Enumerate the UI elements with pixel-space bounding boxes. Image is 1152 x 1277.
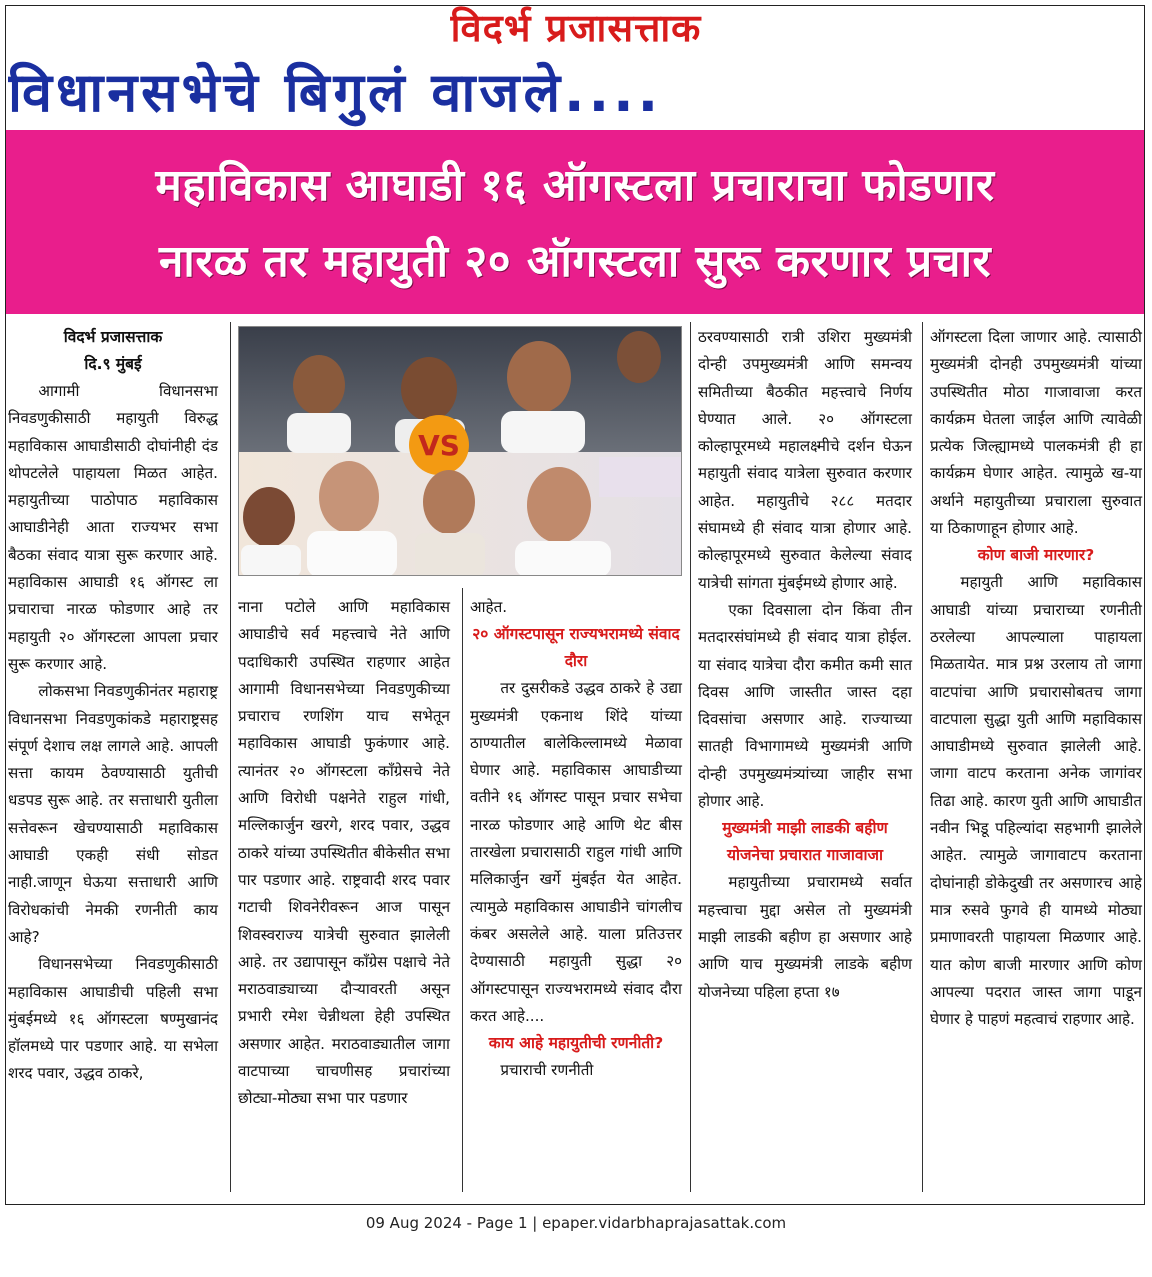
headline-line-2: नारळ तर महायुती २० ऑगस्टला सुरू करणार प्रचार (159, 236, 991, 287)
article-paragraph: लोकसभा निवडणुकीनंतर महाराष्ट्र विधानसभा निवडणुकांकडे महाराष्ट्रसह संपूर्ण देशाच लक्ष लागले आहे. आपली सत्ता कायम ठेवण्यासाठी युतीची धडपड सुरू आहे. तर सत्ताधारी युतीला सत्तेवरून खेचण्यासाठी महाविकास आघाडी एकही संधी सोडत नाही.जाणून घेऊया सत्ताधारी आणि विरोधकांची नेमकी रणनीती काय आहे? (8, 682, 218, 946)
column-rule (230, 322, 231, 1192)
column-rule (462, 588, 463, 1192)
article-paragraph: नाना पटोले आणि महाविकास आघाडीचे सर्व महत्त्वाचे नेते आणि पदाधिकारी उपस्थित राहणार आहेत आगामी विधानसभेच्या निवडणुकीच्या प्रचाराच रणशिंग याच सभेतून महाविकास आघाडी फुकंणार आहे. त्यानंतर २० ऑगस्टला काँग्रेसचे नेते आणि विरोधी पक्षनेते राहुल गांधी, मल्लिकार्जुन खरगे, शरद पवार, उद्धव ठाकरे यांच्या उपस्थितीत बीकेसीत सभा पार पडणार आहे. राष्ट्रवादी शरद पवार गटाची शिवनेरीवरून आज पासून शिवस्वराज्य यात्रेची सुरुवात झालेली आहे. तर उद्यापासून काँग्रेस पक्षाचे नेते मराठवाड्याच्या दौऱ्यावरती असून प्रभारी रमेश चेन्नीथला हेही उपस्थित असणार आहेत. मराठवाड्यातील जागा वाटपाच्या चाचणीसह प्रचारांच्या छोट्या-मोठ्या सभा पार पडणार (238, 598, 450, 1108)
article-column-5 (930, 324, 1142, 1033)
headline-line-1: महाविकास आघाडी १६ ऑगस्टला प्रचाराचा फोडणार (155, 160, 995, 211)
masthead: विदर्भ प्रजासत्ताक (450, 5, 702, 50)
article-column-3 (470, 594, 682, 1084)
article-column-1 (8, 324, 218, 1088)
subheading: मुख्यमंत्री माझी लाडकी बहीण योजनेचा प्रचारात गाजावाजा (722, 819, 888, 865)
subheading: कोण बाजी मारणार? (977, 546, 1095, 565)
article-paragraph: ठरवण्यासाठी रात्री उशिरा मुख्यमंत्री दोन्ही उपमुख्यमंत्री आणि समन्वय समितीच्या बैठकीत महत्त्वाचे निर्णय घेण्यात आले. २० ऑगस्टला कोल्हापूरमध्ये महालक्ष्मीचे दर्शन घेऊन महायुती संवाद यात्रेला सुरुवात करणार आहेत. महायुतीचे २८८ मतदार संघामध्ये ही संवाद यात्रा होणार आहे. कोल्हापूरमध्ये सुरुवात केलेल्या संवाद यात्रेची सांगता मुंबईमध्ये होणार आहे. (698, 328, 912, 592)
vs-badge: VS (418, 429, 460, 462)
main-headline-banner (6, 130, 1144, 314)
article-paragraph: महायुती आणि महाविकास आघाडी यांच्या प्रचाराच्या रणनीती ठरलेल्या आपल्याला पाहायला मिळतायेत. मात्र प्रश्न उरलाय तो जागा वाटपांचा आणि प्रचारासोबतच जागा वाटपाला सुद्धा युती आणि महाविकास आघाडीमध्ये सुरुवात झालेली आहे. जागा वाटप करताना अनेक जागांवर तिढा आहे. कारण युती आणि आघाडीत नवीन भिडू पहिल्यांदा सहभागी झालेले आहेत. त्यामुळे जागावाटप करताना दोघांनाही डोकेदुखी तर असणारच आहे मात्र रुसवे फुगवे ही यामध्ये मोठ्या प्रमाणावरती पाहायला मिळणार आहे. यात कोण बाजी मारणार आणि कोण आपल्या पदरात जास्त जागा पाडून घेणार हे पाहणं महत्वाचं राहणार आहे. (930, 573, 1142, 1029)
subheading: काय आहे महायुतीची रणनीती? (488, 1034, 664, 1053)
article-column-2 (238, 594, 450, 1113)
article-paragraph: महायुतीच्या प्रचारामध्ये सर्वात महत्त्वाचा मुद्दा असेल तो मुख्यमंत्री माझी लाडकी बहीण हा असणार आहे आणि याच मुख्यमंत्री लाडके बहीण योजनेच्या पहिला हप्ता १७ (698, 873, 912, 1001)
column-rule (922, 322, 923, 1192)
leaders-photo-collage (239, 327, 682, 576)
article-paragraph: आगामी विधानसभा निवडणुकीसाठी महायुती विरुद्ध महाविकास आघाडीसाठी दोघांनीही दंड थोपटलेले पाहायला मिळत आहेत. महायुतीच्या पाठोपाठ महाविकास आघाडीनेही आता राज्यभर सभा बैठका संवाद यात्रा सुरू करणार आहे. महाविकास आघाडी १६ ऑगस्ट ला प्रचाराचा नारळ फोडणार आहे तर महायुती २० ऑगस्टला आपला प्रचार सुरू करणार आहे. (8, 382, 218, 673)
article-paragraph: विधानसभेच्या निवडणुकीसाठी महाविकास आघाडीची पहिली सभा मुंबईमध्ये १६ ऑगस्टला षण्मुखानंद हॉलमध्ये पार पडणार आहे. या सभेला शरद पवार, उद्धव ठाकरे, (8, 955, 218, 1083)
kicker-headline: विधानसभेचे बिगुलं वाजले.... (8, 61, 663, 124)
article-photo (238, 326, 682, 576)
article-paragraph: एका दिवसाला दोन किंवा तीन मतदारसंघांमध्ये ही संवाद यात्रा होईल. या संवाद यात्रेचा दौरा कमीत कमी सात दिवस आणि जास्तीत जास्त दहा दिवसांचा असणार आहे. राज्याच्या सातही विभागामध्ये मुख्यमंत्री आणि दोन्ही उपमुख्यमंत्र्यांच्या जाहीर सभा होणार आहे. (698, 600, 912, 811)
article-paragraph: प्रचाराची रणनीती (500, 1061, 594, 1080)
article-paragraph: ऑगस्टला दिला जाणार आहे. त्यासाठी मुख्यमंत्री दोनही उपमुख्यमंत्री यांच्या उपस्थितीत मोठा गाजावाजा करत कार्यक्रम घेतला जाईल आणि त्यावेळी प्रत्येक जिल्ह्यामध्ये पालकमंत्री ही हा कार्यक्रम घेणार आहेत. त्यामुळे ख-या अर्थाने महायुतीच्या प्रचाराला सुरुवात या ठिकाणाहून होणार आहे. (930, 328, 1142, 538)
column-rule (690, 322, 691, 1192)
article-column-4 (698, 324, 912, 1006)
page-footer: 09 Aug 2024 - Page 1 | epaper.vidarbhaprajasattak.com (365, 1214, 787, 1232)
article-paragraph: आहेत. (470, 598, 508, 616)
subheading: २० ऑगस्टपासून राज्यभरामध्ये संवाद दौरा (472, 625, 680, 671)
byline-source: विदर्भ प्रजासत्ताक (63, 328, 163, 346)
byline-dateline: दि.९ मुंबई (84, 355, 142, 373)
article-paragraph: तर दुसरीकडे उद्धव ठाकरे हे उद्या मुख्यमंत्री एकनाथ शिंदे यांच्या ठाण्यातील बालेकिल्लामध्ये मेळावा घेणार आहे. महाविकास आघाडीच्या वतीने १६ ऑगस्ट पासून प्रचार सभेचा नारळ फोडणार आहे आणि थेट बीस तारखेला प्रचारासाठी राहुल गांधी आणि मलिकार्जुन खर्गे मुंबईत येत आहेत. त्यामुळे महाविकास आघाडीने चांगलीच कंबर असलेले आहे. याला प्रतिउत्तर देण्यासाठी महायुती सुद्धा २० ऑगस्टपासून राज्यभरामध्ये संवाद दौरा करत आहे.... (470, 679, 682, 1025)
